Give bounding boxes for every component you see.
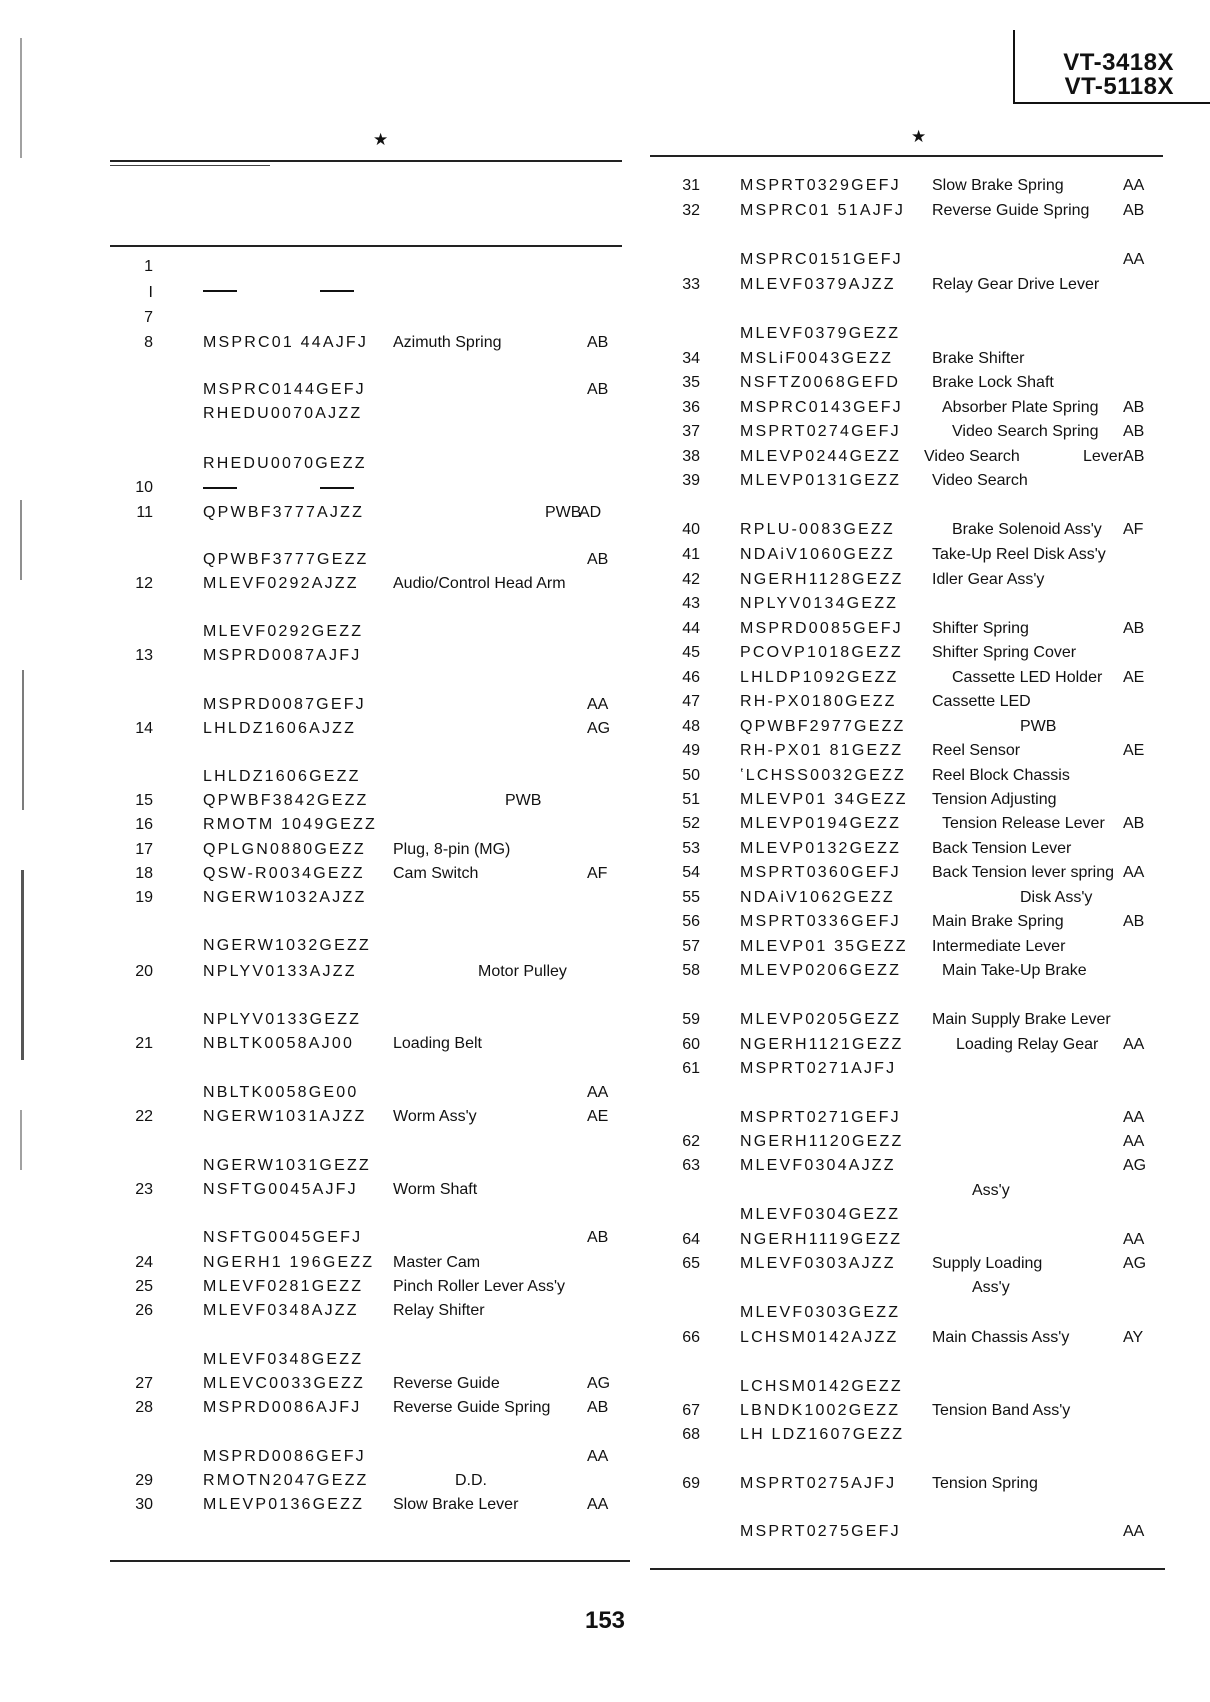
part-code: MSLiF0043GEZZ: [740, 350, 894, 367]
part-description: Master Cam: [393, 1254, 481, 1271]
part-code: MSPRT0271AJFJ: [740, 1060, 897, 1077]
part-code: NGERH1128GEZZ: [740, 571, 904, 588]
ref-number: 33: [682, 276, 700, 293]
star-left: ★: [373, 130, 389, 149]
part-code: NGERH1 196GEZZ: [203, 1254, 375, 1271]
part-code: RMOTN2047GEZZ: [203, 1472, 369, 1489]
part-code: QSW-R0034GEZZ: [203, 865, 365, 882]
ref-number: 24: [135, 1254, 153, 1271]
part-description: Tension Band Ass'y: [932, 1402, 1071, 1419]
part-description: Reel Sensor: [932, 742, 1021, 759]
part-description: Slow Brake Lever: [393, 1496, 519, 1513]
ref-number: 45: [682, 644, 700, 661]
price-rank: AA: [1123, 177, 1145, 194]
part-code: MSPRT0274GEFJ: [740, 423, 901, 440]
part-description: Reverse Guide Spring: [932, 202, 1090, 219]
part-code: RMOTM 1049GEZZ: [203, 816, 377, 833]
price-rank: AE: [1123, 669, 1145, 686]
ref-number: 39: [682, 472, 700, 489]
part-code: MSPRC0144GEFJ: [203, 381, 366, 398]
ref-number: 59: [682, 1011, 700, 1028]
part-code: LHLDP1092GEZZ: [740, 669, 899, 686]
price-rank: AA: [1123, 864, 1145, 881]
part-code: NSFTZ0068GEFD: [740, 374, 901, 391]
part-description: Main Supply Brake Lever: [932, 1011, 1111, 1028]
part-description: Disk Ass'y: [1020, 889, 1093, 906]
part-code: MSPRC01 44AJFJ: [203, 334, 369, 351]
star-right: ★: [911, 127, 927, 146]
part-code: MLEVP0136GEZZ: [203, 1496, 365, 1513]
part-description: PWB: [505, 792, 542, 809]
model-title-1: VT-3418X: [1063, 49, 1174, 76]
price-rank: AA: [587, 1084, 609, 1101]
part-description: Shifter Spring: [932, 620, 1029, 637]
part-code: MSPRT0329GEFJ: [740, 177, 901, 194]
part-description: Reverse Guide: [393, 1375, 500, 1392]
ref-number: 10: [135, 479, 153, 496]
ref-number: 47: [682, 693, 700, 710]
part-code: NPLYV0133AJZZ: [203, 963, 357, 980]
part-description: Main Take-Up Brake: [942, 962, 1087, 979]
part-code: MLEVP0205GEZZ: [740, 1011, 902, 1028]
part-code: NGERH1120GEZZ: [740, 1133, 904, 1150]
left-bottom-rule: [110, 1560, 630, 1562]
part-code: MLEVF0379AJZZ: [740, 276, 896, 293]
ref-number: 1: [144, 258, 153, 275]
part-code: NPLYV0134GEZZ: [740, 595, 899, 612]
part-code: MLEVP01 35GEZZ: [740, 938, 908, 955]
dash: [320, 487, 354, 489]
part-code: MLEVF0281GEZZ: [203, 1278, 364, 1295]
part-code: NGERW1032GEZZ: [203, 937, 371, 954]
part-code: PCOVP1018GEZZ: [740, 644, 903, 661]
part-code: NSFTG0045GEFJ: [203, 1229, 363, 1246]
price-rank: AA: [587, 696, 609, 713]
part-code: NGERH1121GEZZ: [740, 1036, 904, 1053]
ref-number: 23: [135, 1181, 153, 1198]
part-description: Cassette LED: [932, 693, 1031, 710]
part-code: RHEDU0070AJZZ: [203, 405, 363, 422]
price-rank: AG: [1123, 1157, 1147, 1174]
ref-number: 14: [135, 720, 153, 737]
price-rank: AB: [1123, 815, 1145, 832]
ref-number: 19: [135, 889, 153, 906]
ref-number: 30: [135, 1496, 153, 1513]
part-code: MSPRD0087AJFJ: [203, 647, 362, 664]
price-rank: AB: [1123, 913, 1145, 930]
part-code: NBLTK0058AJ00: [203, 1035, 355, 1052]
ref-number: 64: [682, 1231, 700, 1248]
part-code: MSPRT0360GEFJ: [740, 864, 901, 881]
right-bottom-rule: [650, 1568, 1165, 1570]
part-code: LCHSM0142GEZZ: [740, 1378, 903, 1395]
price-rank: AF: [587, 865, 608, 882]
ref-number: 11: [136, 504, 153, 521]
model-box: [1013, 30, 1210, 104]
part-description: Relay Shifter: [393, 1302, 485, 1319]
ref-number: 61: [682, 1060, 700, 1077]
part-description: Main Brake Spring: [932, 913, 1064, 930]
price-rank: AB: [587, 334, 609, 351]
part-description: Back Tension lever spring: [932, 864, 1115, 881]
part-code: MLEVP0244GEZZ: [740, 448, 902, 465]
part-code: MSPRD0087GEFJ: [203, 696, 366, 713]
price-rank: AA: [1123, 251, 1145, 268]
part-code: MSPRT0275GEFJ: [740, 1523, 901, 1540]
part-description: Worm Ass'y: [393, 1108, 477, 1125]
ref-number: 55: [682, 889, 700, 906]
part-description: Main Chassis Ass'y: [932, 1329, 1070, 1346]
part-description: Relay Gear Drive Lever: [932, 276, 1100, 293]
part-description: Video Search: [932, 472, 1028, 489]
part-code: MLEVF0379GEZZ: [740, 325, 901, 342]
ref-number: 41: [682, 546, 700, 563]
ref-number: 48: [682, 718, 700, 735]
ref-number: 67: [682, 1402, 700, 1419]
ref-number: 13: [135, 647, 153, 664]
part-description: Loading Belt: [393, 1035, 482, 1052]
part-description: Cassette LED Holder: [952, 669, 1103, 686]
part-description: Pinch Roller Lever Ass'y: [393, 1278, 566, 1295]
part-description: Worm Shaft: [393, 1181, 478, 1198]
part-description: Intermediate Lever: [932, 938, 1066, 955]
part-description: Motor Pulley: [478, 963, 567, 980]
ref-number: 42: [682, 571, 700, 588]
part-description: Video Search Spring: [952, 423, 1099, 440]
dash: [203, 487, 237, 489]
price-rank: AB: [587, 1229, 609, 1246]
price-rank: AB: [1123, 423, 1145, 440]
part-code: QPWBF3777GEZZ: [203, 551, 369, 568]
part-code: NDAiV1060GEZZ: [740, 546, 895, 563]
ref-number: 27: [135, 1375, 153, 1392]
price-rank: AA: [1123, 1523, 1145, 1540]
ref-number: 56: [682, 913, 700, 930]
ref-number: 15: [135, 792, 153, 809]
part-code: MSPRD0086AJFJ: [203, 1399, 362, 1416]
part-code: NGERW1031GEZZ: [203, 1157, 371, 1174]
price-rank: AB: [587, 1399, 609, 1416]
left-header-rule-short: [110, 165, 270, 166]
part-description: Brake Lock Shaft: [932, 374, 1054, 391]
part-description: Tension Spring: [932, 1475, 1038, 1492]
part-description: Ass'y: [972, 1279, 1010, 1296]
price-rank: AB: [1123, 202, 1145, 219]
part-code: QPLGN0880GEZZ: [203, 841, 366, 858]
ref-number: 34: [682, 350, 700, 367]
ref-number: 63: [682, 1157, 700, 1174]
ref-number: 35: [682, 374, 700, 391]
part-code: MLEVF0304AJZZ: [740, 1157, 896, 1174]
price-rank: AE: [1123, 742, 1145, 759]
part-description: Tension Release Lever: [942, 815, 1105, 832]
ref-number: I: [148, 284, 153, 301]
price-rank: AG: [587, 720, 611, 737]
dash: [320, 290, 354, 292]
ref-number: 46: [682, 669, 700, 686]
ref-number: 37: [682, 423, 700, 440]
part-code: QPWBF2977GEZZ: [740, 718, 906, 735]
ref-number: 7: [144, 309, 153, 326]
part-code: MSPRT0336GEFJ: [740, 913, 901, 930]
price-rank: AA: [587, 1496, 609, 1513]
part-code: MLEVP0206GEZZ: [740, 962, 902, 979]
part-description: Plug, 8-pin (MG): [393, 841, 511, 858]
ref-number: 8: [144, 334, 153, 351]
part-description: Ass'y: [972, 1182, 1010, 1199]
price-rank: AB: [587, 381, 609, 398]
part-description: PWB: [1020, 718, 1057, 735]
page-number: 153: [584, 1607, 626, 1634]
ref-number: 32: [682, 202, 700, 219]
ref-number: 29: [135, 1472, 153, 1489]
part-code: NGERW1031AJZZ: [203, 1108, 367, 1125]
part-description: Take-Up Reel Disk Ass'y: [932, 546, 1106, 563]
ref-number: 51: [682, 791, 700, 808]
ref-number: 57: [682, 938, 700, 955]
ref-number: 49: [682, 742, 700, 759]
part-code: MLEVF0303AJZZ: [740, 1255, 896, 1272]
price-rank: AA: [1123, 1231, 1145, 1248]
ref-number: 21: [135, 1035, 153, 1052]
part-code: NBLTK0058GE00: [203, 1084, 359, 1101]
part-code: MLEVP01 34GEZZ: [740, 791, 908, 808]
part-code: NGERW1032AJZZ: [203, 889, 367, 906]
price-rank: AA: [1123, 1036, 1145, 1053]
part-code: LBNDK1002GEZZ: [740, 1402, 901, 1419]
part-code: NDAiV1062GEZZ: [740, 889, 895, 906]
part-code: MSPRD0086GEFJ: [203, 1448, 366, 1465]
ref-number: 17: [135, 841, 153, 858]
part-code: MLEVF0292GEZZ: [203, 623, 364, 640]
dash: [203, 290, 237, 292]
left-subheader-rule: [110, 245, 622, 247]
part-description: Azimuth Spring: [393, 334, 502, 351]
price-rank: AA: [1123, 1133, 1145, 1150]
part-description: Brake Solenoid Ass'y: [952, 521, 1102, 538]
part-code: MLEVF0292AJZZ: [203, 575, 359, 592]
part-description: Idler Gear Ass'y: [932, 571, 1045, 588]
ref-number: 68: [682, 1426, 700, 1443]
ref-number: 22: [135, 1108, 153, 1125]
part-code: MSPRC0151GEFJ: [740, 251, 903, 268]
part-code: MLEVP0194GEZZ: [740, 815, 902, 832]
part-code: RHEDU0070GEZZ: [203, 455, 367, 472]
ref-number: 26: [135, 1302, 153, 1319]
ref-number: 52: [682, 815, 700, 832]
price-rank: AB: [587, 551, 609, 568]
part-description: Back Tension Lever: [932, 840, 1072, 857]
part-code: RH-PX0180GEZZ: [740, 693, 897, 710]
part-code: NPLYV0133GEZZ: [203, 1011, 362, 1028]
part-code: LHLDZ1606AJZZ: [203, 720, 357, 737]
part-code: MLEVF0304GEZZ: [740, 1206, 901, 1223]
part-description: Cam Switch: [393, 865, 479, 882]
left-header-rule: [110, 160, 622, 162]
part-code: MLEVP0132GEZZ: [740, 840, 902, 857]
right-header-rule: [650, 155, 1163, 157]
part-code: MSPRC0143GEFJ: [740, 399, 903, 416]
ref-number: 58: [682, 962, 700, 979]
price-rank: AE: [587, 1108, 609, 1125]
part-code: MSPRT0271GEFJ: [740, 1109, 901, 1126]
part-description: Tension Adjusting: [932, 791, 1057, 808]
part-description: Absorber Plate Spring: [942, 399, 1099, 416]
ref-number: 62: [682, 1133, 700, 1150]
ref-number: 36: [682, 399, 700, 416]
price-rank: LeverAB: [1083, 448, 1145, 465]
ref-number: 69: [682, 1475, 700, 1492]
part-description: D.D.: [455, 1472, 487, 1489]
part-code: MLEVC0033GEZZ: [203, 1375, 365, 1392]
part-description: Reel Block Chassis: [932, 767, 1070, 784]
part-code: QPWBF3777AJZZ: [203, 504, 365, 521]
price-rank: AA: [587, 1448, 609, 1465]
price-rank: AY: [1123, 1329, 1144, 1346]
part-code: MLEVF0303GEZZ: [740, 1304, 901, 1321]
part-code: LCHSM0142AJZZ: [740, 1329, 899, 1346]
ref-number: 31: [682, 177, 700, 194]
model-title-2: VT-5118X: [1064, 73, 1174, 100]
ref-number: 25: [135, 1278, 153, 1295]
ref-number: 60: [682, 1036, 700, 1053]
part-code: LHLDZ1606GEZZ: [203, 768, 361, 785]
part-code: NGERH1119GEZZ: [740, 1231, 903, 1248]
ref-number: 18: [135, 865, 153, 882]
price-rank: AG: [1123, 1255, 1147, 1272]
part-code: MSPRC01 51AJFJ: [740, 202, 906, 219]
part-description: PWB: [545, 504, 582, 521]
ref-number: 54: [682, 864, 700, 881]
price-rank: AF: [1123, 521, 1144, 538]
part-code: NSFTG0045AJFJ: [203, 1181, 358, 1198]
price-rank: AB: [1123, 399, 1145, 416]
ref-number: 50: [682, 767, 700, 784]
ref-number: 43: [682, 595, 700, 612]
ref-number: 28: [135, 1399, 153, 1416]
part-description: Slow Brake Spring: [932, 177, 1064, 194]
part-code: RPLU-0083GEZZ: [740, 521, 895, 538]
part-code: MSPRD0085GEFJ: [740, 620, 903, 637]
part-description: Brake Shifter: [932, 350, 1025, 367]
part-code: RH-PX01 81GEZZ: [740, 742, 904, 759]
ref-number: 38: [682, 448, 700, 465]
part-code: MLEVF0348AJZZ: [203, 1302, 359, 1319]
part-description: Video Search: [924, 448, 1020, 465]
part-code: MLEVF0348GEZZ: [203, 1351, 364, 1368]
ref-number: 66: [682, 1329, 700, 1346]
price-rank: AG: [587, 1375, 611, 1392]
part-code: MSPRT0275AJFJ: [740, 1475, 897, 1492]
part-description: Shifter Spring Cover: [932, 644, 1077, 661]
ref-number: 40: [682, 521, 700, 538]
ref-number: 53: [682, 840, 700, 857]
ref-number: 12: [135, 575, 153, 592]
price-rank: AD: [579, 504, 602, 521]
part-code: QPWBF3842GEZZ: [203, 792, 369, 809]
ref-number: 65: [682, 1255, 700, 1272]
part-description: Loading Relay Gear: [956, 1036, 1099, 1053]
ref-number: 44: [682, 620, 700, 637]
part-code: ʽLCHSS0032GEZZ: [740, 767, 906, 784]
part-code: MLEVP0131GEZZ: [740, 472, 902, 489]
price-rank: AA: [1123, 1109, 1145, 1126]
ref-number: 16: [135, 816, 153, 833]
part-code: LH LDZ1607GEZZ: [740, 1426, 905, 1443]
price-rank: AB: [1123, 620, 1145, 637]
ref-number: 20: [135, 963, 153, 980]
part-description: Audio/Control Head Arm: [393, 575, 566, 592]
part-description: Supply Loading: [932, 1255, 1043, 1272]
part-description: Reverse Guide Spring: [393, 1399, 551, 1416]
